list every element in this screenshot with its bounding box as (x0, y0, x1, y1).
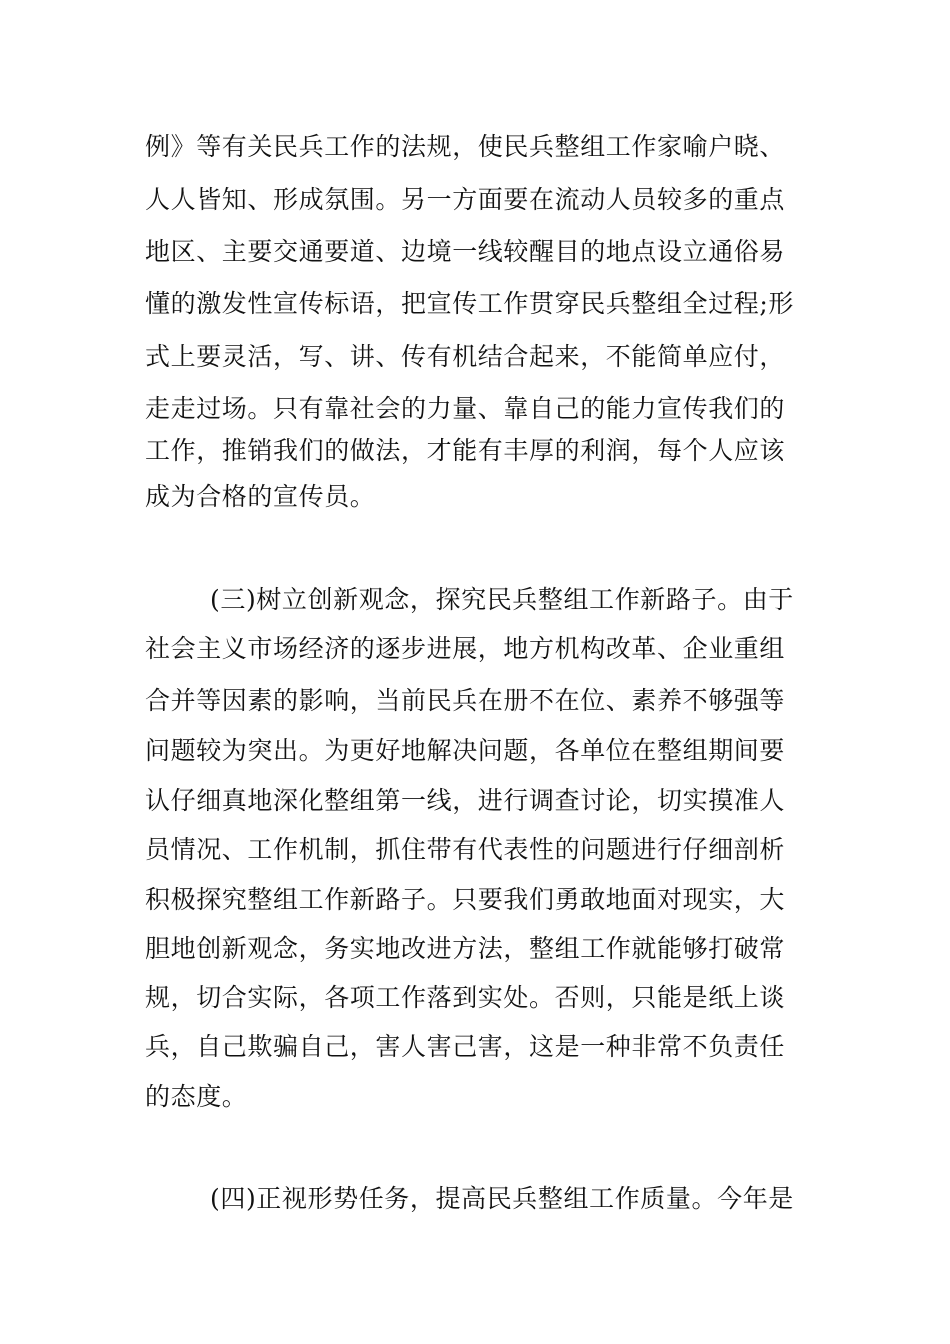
text-line: 的态度。 (145, 1082, 248, 1111)
text-line: 懂的激发性宣传标语，把宣传工作贯穿民兵整组全过程;形 (145, 289, 795, 318)
text-line: 例》等有关民兵工作的法规，使民兵整组工作家喻户晓、 (145, 132, 786, 161)
text-line: 胆地创新观念，务实地改进方法，整组工作就能够打破常 (145, 934, 786, 963)
text-line: 成为合格的宣传员。 (145, 482, 376, 511)
text-line: (四)正视形势任务，提高民兵整组工作质量。今年是 (210, 1184, 794, 1213)
text-line: 地区、主要交通要道、边境一线较醒目的地点设立通俗易 (145, 237, 786, 266)
text-line: 认仔细真地深化整组第一线，进行调查讨论，切实摸准人 (145, 786, 786, 815)
text-line: 式上要灵活，写、讲、传有机结合起来，不能简单应付， (145, 342, 786, 371)
text-line: 问题较为突出。为更好地解决问题，各单位在整组期间要 (145, 736, 786, 765)
text-line: (三)树立创新观念，探究民兵整组工作新路子。由于 (210, 585, 794, 614)
text-line: 走走过场。只有靠社会的力量、靠自己的能力宣传我们的 (145, 394, 786, 423)
text-line: 积极探究整组工作新路子。只要我们勇敢地面对现实，大 (145, 885, 786, 914)
text-line: 合并等因素的影响，当前民兵在册不在位、素养不够强等 (145, 686, 786, 715)
text-line: 工作，推销我们的做法，才能有丰厚的利润，每个人应该 (145, 436, 786, 465)
text-line: 规，切合实际，各项工作落到实处。否则，只能是纸上谈 (145, 983, 786, 1012)
text-line: 员情况、工作机制，抓住带有代表性的问题进行仔细剖析 (145, 835, 786, 864)
text-line: 兵，自己欺骗自己，害人害己害，这是一种非常不负责任 (145, 1032, 786, 1061)
text-line: 社会主义市场经济的逐步进展，地方机构改革、企业重组 (145, 634, 786, 663)
text-line: 人人皆知、形成氛围。另一方面要在流动人员较多的重点 (145, 185, 786, 214)
